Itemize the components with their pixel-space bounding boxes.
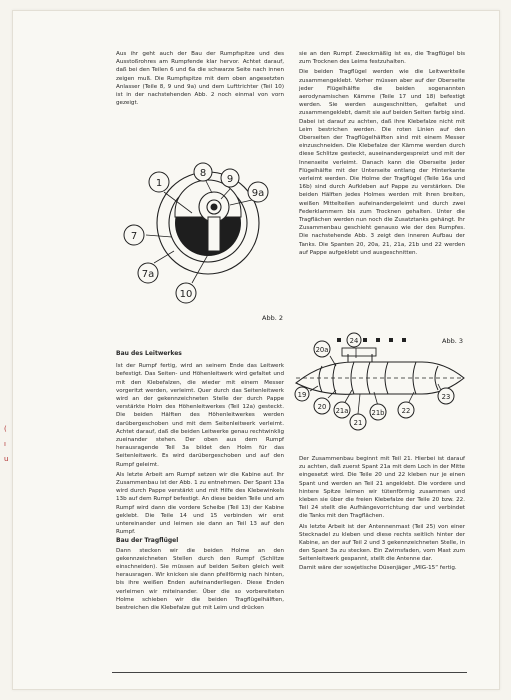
wing-text-block bbox=[299, 50, 465, 257]
fig3-label: 21b bbox=[371, 409, 385, 417]
paragraph: Dann stecken wir die beiden Holme an den gekennzeichneten Stellen durch den Rumpf (Schlitze einschneiden). Sie müssen auf beiden Seiten gleich weit herausragen. Wir knicken sie dann pfeilförmig nach hinten, bis ihre weißen Enden aufeinanderliegen. Diese Enden verleimen wir miteinander. Über die so vorbereiteten Holme schieben wir die beiden Tragflügelhälften, bestreichen die Klebefalze gut mit Leim und drücken bbox=[116, 547, 284, 612]
fig2-label: 10 bbox=[179, 289, 193, 300]
fig2-label: 7 bbox=[130, 231, 138, 242]
paragraph: sie an den Rumpf. Zweckmäßig ist es, die Tragflügel bis zum Trocknen des Leims festzuhalten. bbox=[299, 51, 465, 66]
fig3-label: 23 bbox=[441, 393, 451, 401]
fig2-label: 8 bbox=[199, 168, 207, 179]
intro-text-block bbox=[116, 50, 284, 130]
fig3-label: 21a bbox=[335, 407, 349, 415]
section-heading-tragfluegel: Bau der Tragflügel bbox=[116, 537, 179, 545]
paragraph: Die beiden Tragflügel werden wie die Leitwerkteile zusammengeklebt. Vorher müssen aber auf der Oberseite jeder Flügelhälfte die beiden sogenannten aerodynamischen Kämme (Teile 17 und 18) befestigt werden. Sie werden ausgeschnitten, gefaltet und zusammengeklebt, damit sie auf beiden Seiten farbig sind. Dabei ist darauf zu achten, daß ihre Klebefalze nicht mit Leim bestrichen werden. Die roten Linien auf den Oberseiten der Tragflügelhälften sind mit einem Messer einzuschneiden. Die Klebefalze der Kämme werden durch diese Schlitze gesteckt, auseinandergespreizt und mit der Innenseite verleimt. Danach kann die Oberseite jeder Flügelhälfte mit der Unterseite entlang der Hinterkante verleimt werden. Die Holme der Tragflügel (Teile 16a und 16b) sind durch Aufkleben auf Pappe zu verstärken. Die beiden Hälften jedes Holmes werden mit ihren breiten, weißen Mittelteilen aufeinandergeleimt und durch zwei Federklammern bis zum Trocknen gehalten. Unter die Tragflächen werden nun noch die Zusatztanks gehängt. Ihr Zusammenbau geschieht genauso wie der des Rumpfes. Die nachstehende Abb. 3 zeigt den inneren Aufbau der Tanks. Die Spanten 20, 20a, 21, 21a, 21b und 22 werden auf Pappe aufgeklebt und ausgeschnitten. bbox=[299, 69, 465, 256]
paragraph: Als letzte Arbeit am Rumpf setzen wir die Kabine auf. Ihr Zusammenbau ist der Abb. 1 zu entnehmen. Der Spant 13a wird durch Pappe verstärkt und mit Hilfe des Klebewinkels 13b auf dem Rumpf befestigt. An diese beiden Teile und am Rumpf wird dann die vordere Scheibe (Teil 13) der Kabine geklebt. Die Teile 14 und 15 verbinden wir erst untereinander und leimen sie dann an Teil 13 auf den Rumpf. bbox=[116, 471, 284, 536]
fig3-label: 20 bbox=[317, 403, 327, 411]
figure-2 bbox=[112, 155, 292, 330]
figure-3 bbox=[292, 328, 468, 446]
fig2-label: 1 bbox=[155, 178, 163, 189]
fig3-label: 21 bbox=[353, 419, 363, 427]
figure-2-drawing bbox=[112, 155, 292, 330]
figure-3-caption: Abb. 3 bbox=[442, 337, 463, 345]
assembly-text-block bbox=[116, 350, 284, 612]
paragraph: Der Zusammenbau beginnt mit Teil 21. Hierbei ist darauf zu achten, daß zuerst Spant 21a mit dem Loch in der Mitte eingesetzt wird. Die Teile 20 und 22 kleben nur je einen Spant und werden an Teil 21 angeklebt. Die vordere und hintere Spitze leimen wir tütenförmig zusammen und kleben sie über die freien Klebefalze der Teile 20 bzw. 22. Teil 24 stellt die Aufhängevorrichtung dar und verbindet die Tanks mit den Tragflächen. bbox=[299, 456, 465, 520]
fig2-label: 9 bbox=[226, 174, 234, 185]
paragraph: Damit wäre der sowjetische Düsenjäger „MIG-15“ fertig. bbox=[299, 564, 457, 571]
fig2-label: 7a bbox=[141, 269, 155, 280]
tank-text-block bbox=[299, 455, 465, 572]
paragraph: Als letzte Arbeit ist der Antennenmast (Teil 25) von einer Stecknadel zu kleben und diese rechts seitlich hinter der Kabine, an der auf Teil 2 und 3 gekennzeichneten Stelle, in den Spant 3a zu stecken. Ein Zwirnsfaden, vom Mast zum Seitenleitwerk gespannt, stellt die Antenne dar. bbox=[299, 523, 465, 563]
air-funnel bbox=[208, 217, 220, 251]
paragraph: Aus ihr geht auch der Bau der Rumpfspitze und des Ausstoßrohres am Rumpfende klar hervor. Achtet darauf, daß bei den Teilen 6 und 6a die schwarze Seite nach innen zeigen muß. Die Rumpfspitze mit dem oben angesetzten Anlasser (Teile 8, 9 und 9a) und dem Lufttrichter (Teil 10) ist in der nachstehenden Abb. 2 noch einmal von vorn gezeigt. bbox=[116, 51, 284, 107]
edge-mark: ı bbox=[4, 440, 6, 448]
fig3-label: 20a bbox=[315, 346, 329, 354]
paragraph: Ist der Rumpf fertig, wird an seinem Ende das Leitwerk befestigt. Das Seiten- und Höhenleitwerk wird gefaltet und mit den Klebefalzen, die wieder mit einem Messer vorgeritzt werden, verleimt. Quer durch das Seitenleitwerk wird an der gekennzeichneten Stelle der durch Pappe verstärkte Holm des Höhenleitwerkes (Teil 12a) gesteckt. Die beiden Hälften des Höhenleitwerkes werden darübergeschoben und mit dem Seitenleitwerk verleimt. Achtet darauf, daß die beiden Leitwerke genau rechtwinklig zueinander stehen. Der oben aus dem Rumpf herausragende Teil 3a bildet den Holm für das Seitenleitwerk. Es wird darübergeschoben und auf den Rumpf geleimt. bbox=[116, 363, 284, 468]
fig3-label: 24 bbox=[349, 337, 359, 345]
edge-mark: u bbox=[4, 455, 9, 463]
fig3-label: 19 bbox=[297, 391, 307, 399]
section-heading-leitwerk: Bau des Leitwerkes bbox=[116, 350, 182, 357]
edge-mark: ( bbox=[4, 425, 7, 433]
fig2-label: 9a bbox=[251, 188, 265, 199]
figure-3-drawing bbox=[292, 328, 468, 446]
fig3-label: 22 bbox=[401, 407, 411, 415]
hanger-24 bbox=[342, 348, 376, 356]
figure-2-caption: Abb. 2 bbox=[262, 314, 283, 322]
bottom-rule bbox=[112, 672, 467, 673]
